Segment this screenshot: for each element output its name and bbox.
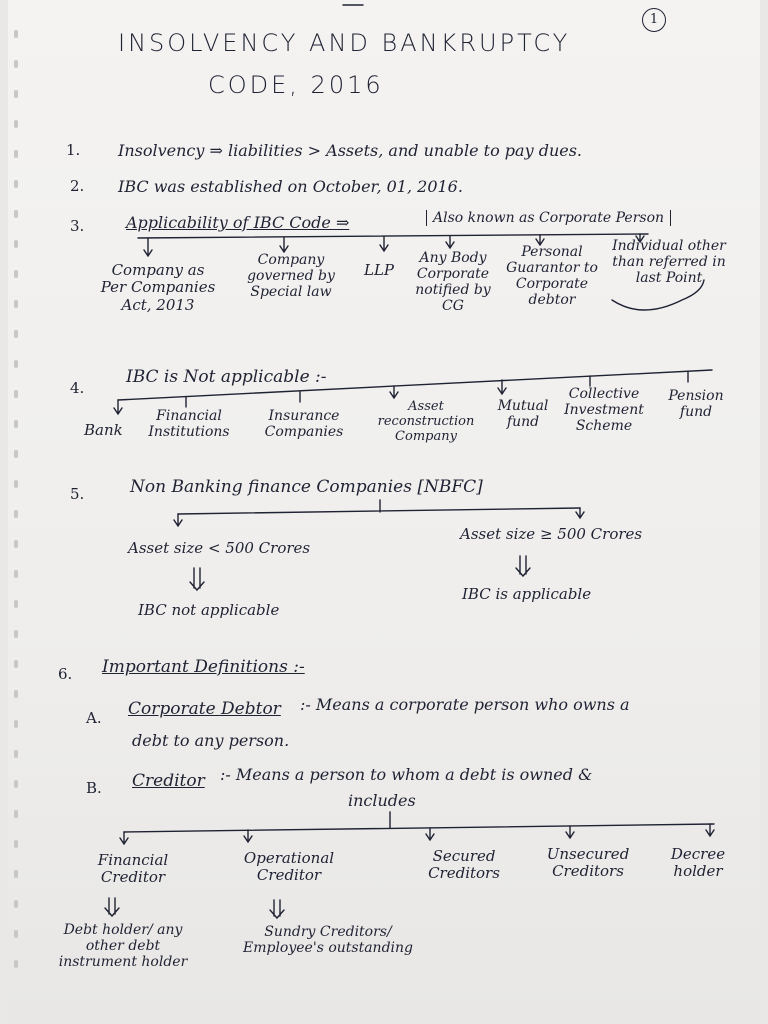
point-1-text: Insolvency ⇒ liabilities > Assets, and unable to pay dues. (118, 141, 583, 160)
applicability-branch-4: Any Body Corporate notified by CG (415, 250, 491, 315)
not-applicable-3: Insurance Companies (264, 408, 344, 441)
not-applicable-4: Asset reconstruction Company (377, 399, 475, 444)
point-4-number: 4. (70, 379, 85, 397)
point-2-number: 2. (70, 177, 85, 195)
point-5-text: Non Banking finance Companies [NBFC] (130, 477, 483, 497)
point-1-number: 1. (66, 141, 81, 159)
creditor-type-5: Decree holder (670, 845, 726, 881)
creditor-type-3: Secured Creditors (428, 847, 500, 883)
applicability-branch-3: LLP (364, 261, 395, 279)
point-4-text: IBC is Not applicable :- (126, 367, 327, 387)
creditor-type-1: Financial Creditor (97, 851, 169, 887)
nbfc-right-result: IBC is applicable (462, 585, 592, 603)
definition-b-term: Creditor (132, 771, 205, 791)
applicability-branch-2: Company governed by Special law (247, 252, 335, 301)
diagram-connectors (8, 0, 760, 1024)
title-line1: INSOLVENCY AND BANKRUPTCY (118, 29, 571, 57)
page-number: 1 (642, 8, 666, 32)
point-5-number: 5. (70, 485, 85, 503)
applicability-branch-5: Personal Guarantor to Corporate debtor (506, 244, 598, 309)
applicability-branch-1: Company as Per Companies Act, 2013 (100, 261, 216, 314)
point-3-aka: Also known as Corporate Person (426, 210, 671, 226)
point-3-text: Applicability of IBC Code ⇒ (126, 213, 350, 232)
nbfc-left-result: IBC not applicable (138, 601, 280, 619)
not-applicable-5: Mutual fund (497, 398, 549, 431)
creditor-type-1-sub: Debt holder/ any other debt instrument holder (58, 922, 188, 971)
creditor-type-4: Unsecured Creditors (546, 845, 630, 881)
not-applicable-2: Financial Institutions (148, 408, 230, 441)
title-line2: CODE, 2016 (208, 71, 384, 99)
definition-a-text2: debt to any person. (132, 731, 290, 750)
definition-b-text2: includes (348, 791, 416, 810)
nbfc-left-condition: Asset size < 500 Crores (128, 539, 311, 557)
definition-a-letter: A. (86, 709, 102, 727)
creditor-type-2-sub: Sundry Creditors/ Employee's outstanding (243, 924, 413, 957)
not-applicable-6: Collective Investment Scheme (564, 386, 644, 435)
definition-b-text: :- Means a person to whom a debt is owned & (220, 765, 593, 784)
point-2-text: IBC was established on October, 01, 2016. (118, 177, 463, 196)
notebook-page (8, 0, 760, 1024)
definition-a-text: :- Means a corporate person who owns a (300, 695, 630, 714)
applicability-branch-6: Individual other than referred in last Point (612, 238, 726, 287)
not-applicable-7: Pension fund (668, 388, 724, 421)
not-applicable-1: Bank (84, 421, 123, 439)
definition-b-letter: B. (86, 779, 102, 797)
point-6-number: 6. (58, 665, 73, 683)
point-3-number: 3. (70, 217, 85, 235)
creditor-type-2: Operational Creditor (243, 849, 335, 885)
nbfc-right-condition: Asset size ≥ 500 Crores (460, 525, 643, 543)
point-6-text: Important Definitions :- (102, 657, 305, 677)
definition-a-term: Corporate Debtor (128, 699, 281, 719)
